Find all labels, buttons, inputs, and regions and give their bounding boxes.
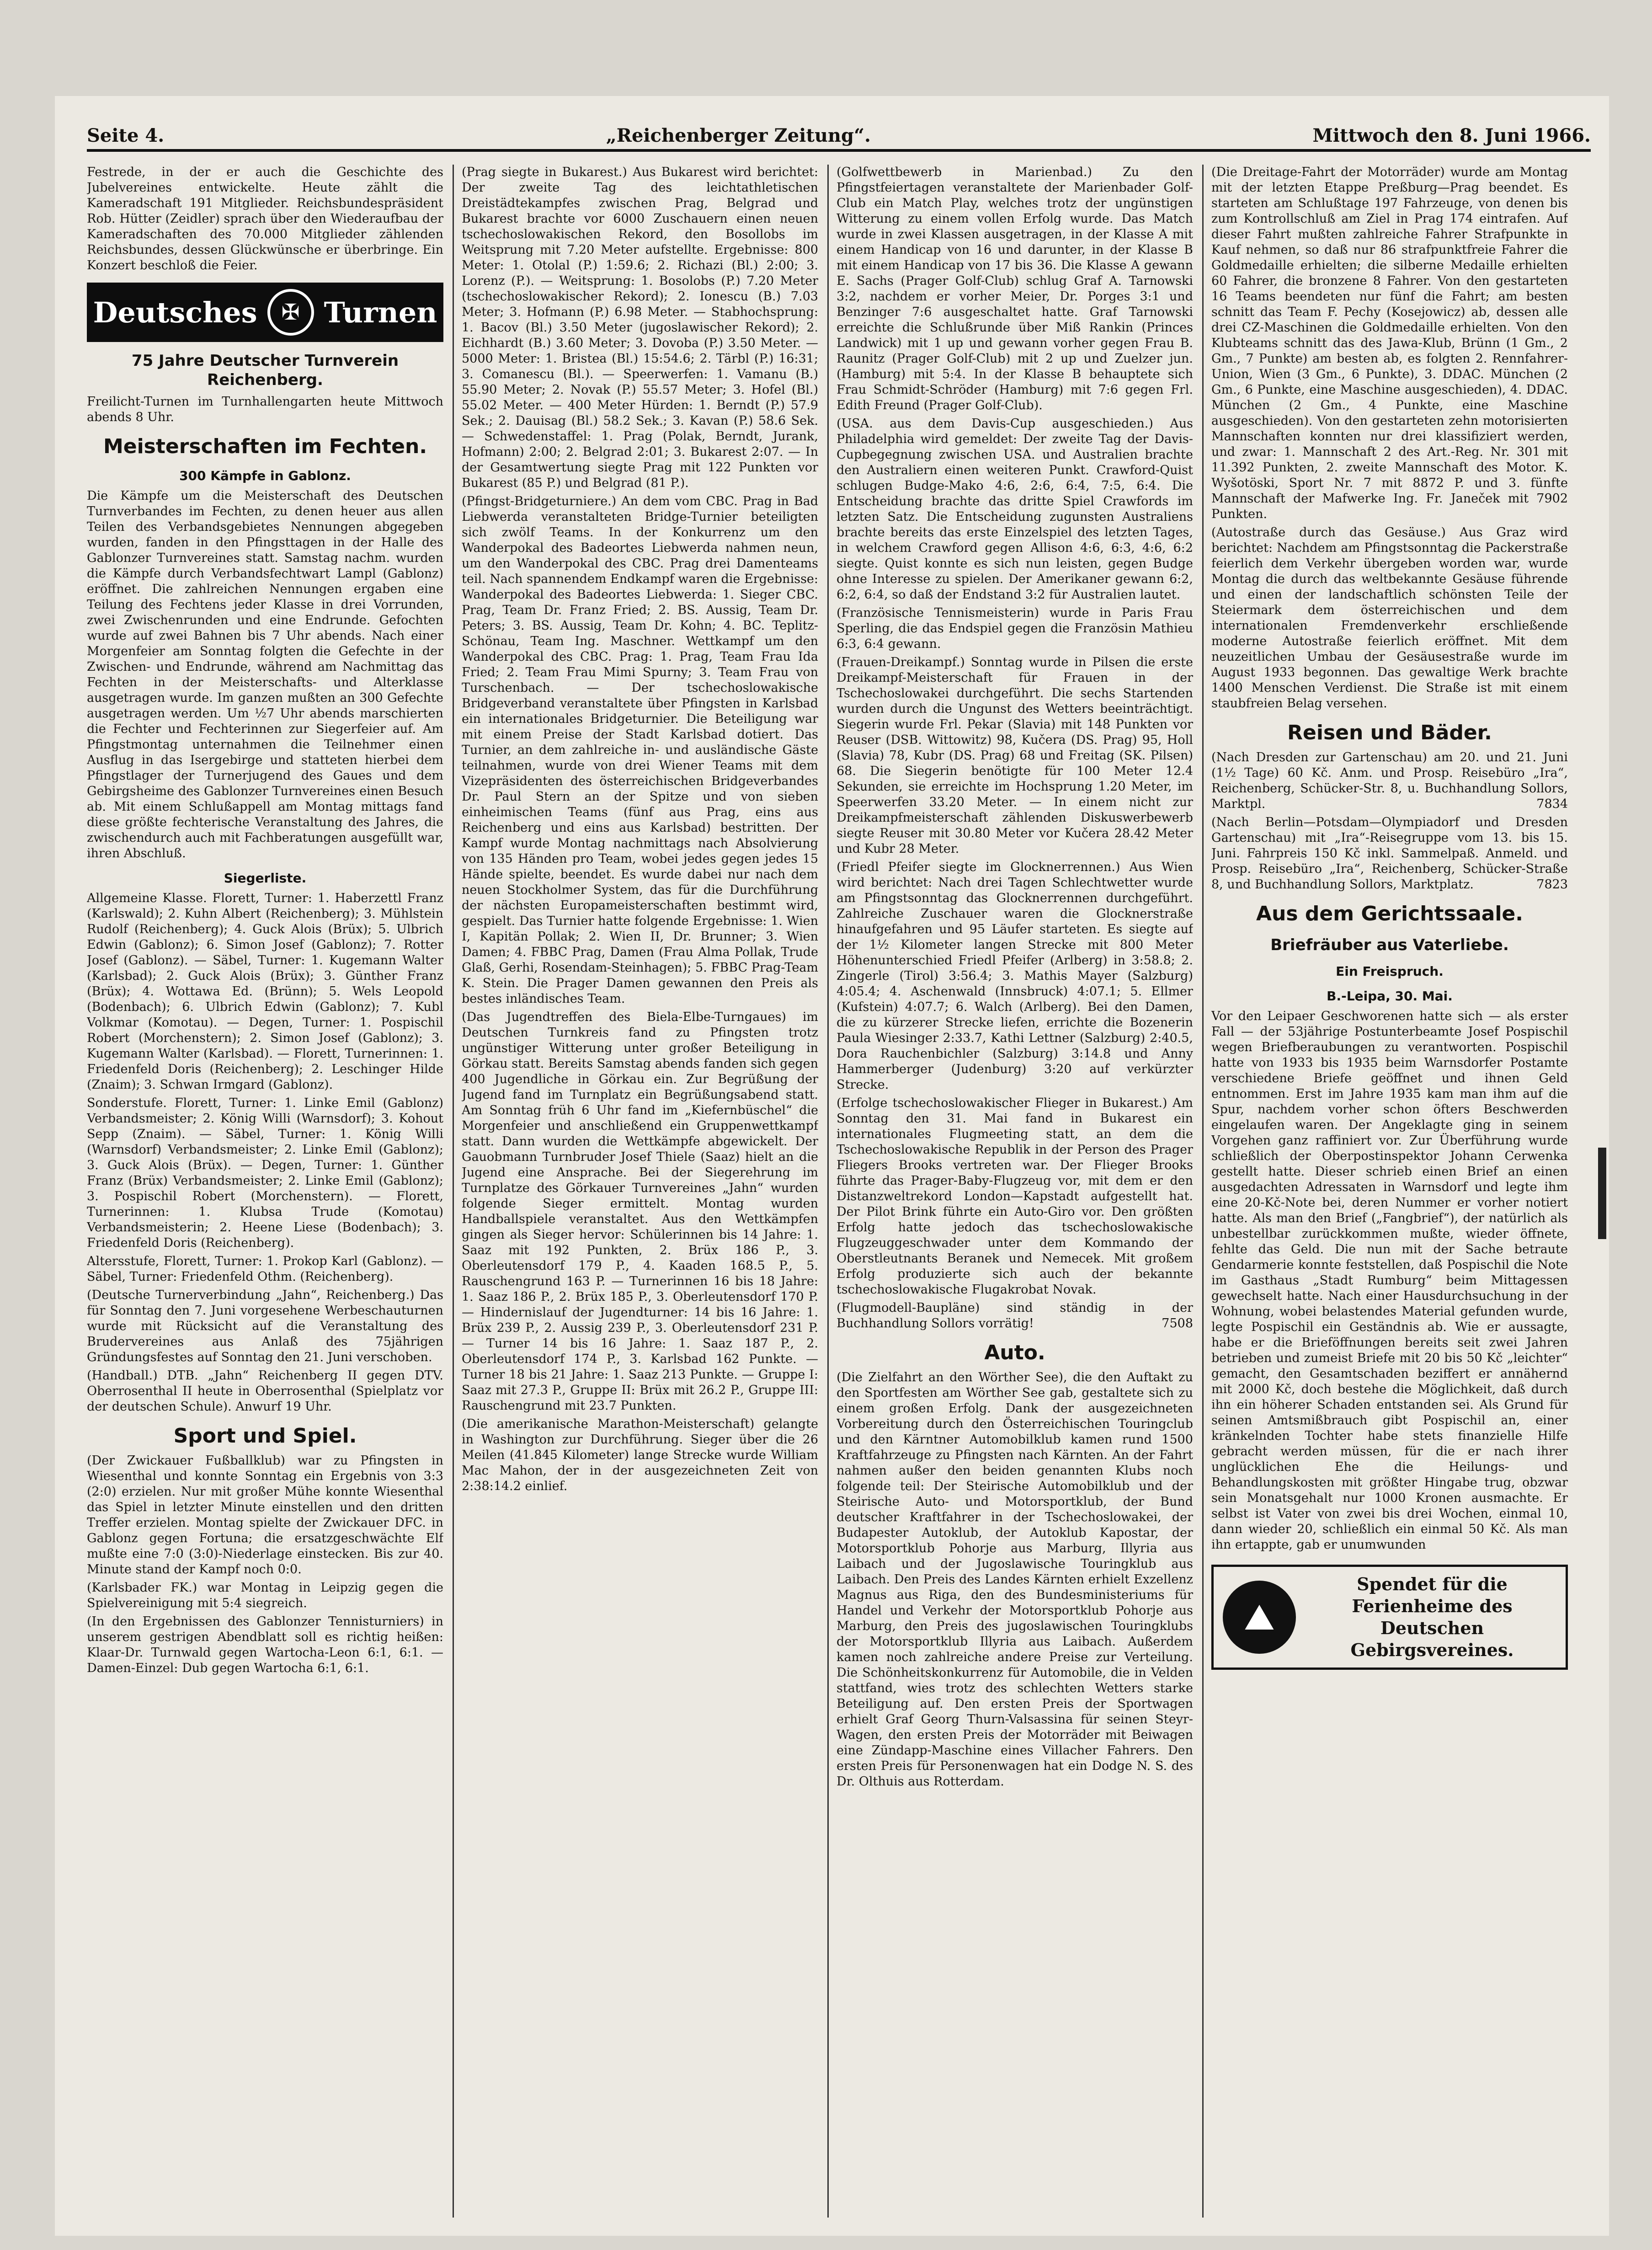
article-text: (USA. aus dem Davis-Cup ausgeschieden.) Aus Philadelphia wird gemeldet: Der zweite Tag der Davis-Cupbegegnung zwischen USA. und Australien brachte den Australiern einen weiteren Punkt. Crawford-Quist schlugen Budge-Mako 4:6, 2:6, 6:4, 7:5, 6:4. Die Entscheidung brachte das dritte Spiel Crawfords im letzten Satz. Die Entscheidung zugunsten Australiens brachte bereits das erste Einzelspiel des letzten Tages, in welchem Crawford gegen Allison 4:6, 6:3, 4:6, 6:2 siegte. Quist konnte es sich nun leisten, gegen Budge ohne Interesse zu spielen. Der Amerikaner gewann 6:2, 6:2, 6:4, so daß der Endstand 3:2 für Australien lautet.: [837, 417, 1193, 602]
banner-label-left: Deutsches: [93, 295, 257, 329]
article-text: Vor den Leipaer Geschworenen hatte sich — als erster Fall — der 53jährige Postunterbeamte Josef Pospischil wegen Briefberaubungen zu verantworten. Pospischil hatte von 1933 bis 1935 beim Warnsdorfer Postamte verschiedene Briefe geöffnet und ihnen Geld entnommen. Erst im Jahre 1935 kam man ihm auf die Spur, nachdem vorher schon öfters Beschwerden eingelaufen waren. Der Angeklagte ging in seinem Vorgehen ganz raffiniert vor. Zur Überführung wurde schließlich der Oberpostinspektor Johann Cerwenka gestellt hatte. Dieser schrieb einen Brief an einen ausgedachten Adressaten in Warnsdorf und legte ihm eine 20-Kč-Note bei, deren Nummer er vorher notiert hatte. Als man den Brief („Fangbrief“), der natürlich als unbestellbar zurückkommen mußte, wieder öffnete, fehlte das Geld. Die nun mit der Sache betraute Gendarmerie konnte feststellen, daß Pospischil die Note im Gasthaus „Stadt Rumburg“ beim Mittagessen gewechselt hatte. Nach einer Hausdurchsuchung in der Wohnung, wobei belastendes Material gefunden wurde, legte Pospischil ein Geständnis ab. Wie er aussagte, habe er die Brieföffnungen bereits seit zwei Jahren betrieben und zumeist Briefe mit 20 bis 50 Kč „leichter“ gemacht, den Gesamtschaden beziffert er annähernd mit 2000 Kč, doch bestehe die Möglichkeit, daß durch ihn ein höherer Schaden entstanden sei. Als Grund für seinen Amtsmißbrauch gibt Pospischil an, einer kränkelnden Tochter habe stets finanzielle Hilfe gebracht werden müssen, für die er nach ihrer unglücklichen Ehe die Heilungs- und Behandlungskosten mit größter Hingabe trug, obzwar sein Monatsgehalt nur 1000 Kronen ausmachte. Er selbst ist Vater von zwei bis drei Wochen, einmal 10, dann wieder 20, schließlich ein einmal 50 Kč. Als man ihn ertappte, gab er unumwunden: [1211, 1009, 1568, 1552]
article-text: (Französische Tennismeisterin) wurde in Paris Frau Sperling, die das Endspiel gegen die Französin Mathieu 6:3, 6:4 gewann.: [837, 606, 1193, 651]
page-number: Seite 4.: [87, 125, 165, 146]
article-text: (Erfolge tschechoslowakischer Flieger in Bukarest.) Am Sonntag den 31. Mai fand in Bukarest ein internationales Flugmeeting statt, an dem die Tschechoslowakische Republik in der Person des Prager Fliegers Brooks vertreten war. Der Flieger Brooks führte das Prager-Baby-Flugzeug vor, mit dem er den Distanzweltrekord London—Kapstadt aufgestellt hat. Der Pilot Brink führte ein Auto-Giro vor. Den größten Erfolg hatte jedoch das tschechoslowakische Flugzeuggeschwader unter dem Kommando der Oberstleutnants Beranek und Nemecek. Mit großem Erfolg produzierte sich auch der bekannte tschechoslowakische Flugakrobat Novak.: [837, 1096, 1193, 1297]
article-text: (Deutsche Turnerverbindung „Jahn“, Reichenberg.) Das für Sonntag den 7. Juni vorgesehene Werbeschauturnen wurde mit Rücksicht auf die Veranstaltung des Brudervereines aus Anlaß des 75jährigen Gründungsfestes auf Sonntag den 21. Juni verschoben.: [87, 1288, 443, 1364]
column-3: [837, 165, 1193, 2218]
notice-body: (Nach Dresden zur Gartenschau) am 20. und 21. Juni (1½ Tage) 60 Kč. Anm. und Prosp. Reisebüro „Ira“, Reichenberg, Schücker-Str. 8, u. Buchhandlung Sollors, Marktpl.: [1211, 750, 1568, 811]
headline: 75 Jahre Deutscher Turnverein Reichenberg.: [131, 352, 399, 389]
notice-body: (Nach Berlin—Potsdam—Olympiadorf und Dresden Gartenschau) mit „Ira“-Reisegruppe vom 13. bis 15. Juni. Fahrpreis 150 Kč inkl. Sammelpaß. Anmeld. und Prosp. Reisebüro „Ira“, Reichenberg, Schücker-Straße 8, und Buchhandlung Sollors, Marktplatz.: [1211, 815, 1568, 892]
article-text: (In den Ergebnissen des Gablonzer Tennisturniers) in unserem gestrigen Abendblatt soll es richtig heißen: Klaar-Dr. Turnwald gegen Wartocha-Leon 6:1, 6:1. — Damen-Einzel: Dub gegen Wartocha 6:1, 6:1.: [87, 1614, 443, 1675]
column-rule: [1202, 165, 1204, 2218]
article-text: Die Kämpfe um die Meisterschaft des Deutschen Turnverbandes im Fechten, zu denen heuer aus allen Teilen des Verbandsgebietes Nennungen abgegeben wurden, fanden in den Pfingsttagen in der Halle des Gablonzer Turnvereines statt. Samstag nachm. wurden die Kämpfe durch Verbandsfechtwart Lampl (Gablonz) eröffnet. Die zahlreichen Nennungen ergaben eine Teilung des Fechtens jeder Klasse in drei Vorrunden, zwei Zwischenrunden und eine Endrunde. Gefochten wurde auf zwei Bahnen bis 7 Uhr abends. Nach einer Morgenfeier am Sonntag folgten die Gefechte in der Zwischen- und Endrunde, während am Nachmittag das Fechten in der Meisterschafts- und Alterklasse ausgetragen wurde. Im ganzen mußten an 300 Gefechte ausgetragen werden. Um ½7 Uhr abends marschierten die Fechter und Fechterinnen zur Siegerfeier auf. Am Pfingstmontag unternahmen die Teilnehmer einen Ausflug in das Isergebirge und statteten hierbei dem Pfingstlager der Turnerjugend des Gaues und dem Gebirgsheime des Gablonzer Turnvereines einen Besuch ab. Mit einem Schlußappell am Montag mittags fand diese größte fechterische Veranstaltung des Jahres, die zwischendurch auch mit Fachberatungen ausgefüllt war, ihren Abschluß.: [87, 489, 443, 860]
article-text: Freilicht-Turnen im Turnhallengarten heute Mittwoch abends 8 Uhr.: [87, 395, 443, 424]
article-text: (Frauen-Dreikampf.) Sonntag wurde in Pilsen die erste Dreikampf-Meisterschaft für Frauen in der Tschechoslowakei durchgeführt. Die sechs Startenden wurden durch die Ungunst des Wetters beeinträchtigt. Siegerin wurde Frl. Pekar (Slavia) mit 148 Punkten vor Reuser (DSB. Wittowitz) 98, Kučera (DS. Prag) 95, Holl (Slavia) 78, Kubr (DS. Prag) 68 und Freitag (SK. Pilsen) 68. Die Siegerin benötigte für 100 Meter 12.4 Sekunden, sie erreichte im Hochsprung 1.20 Meter, im Speerwerfen 33.20 Meter. — In einem nicht zur Dreikampfmeisterschaft zählenden Diskuswerbewerb siegte Reuser mit 30.80 Meter vor Kučera 28.42 Meter und Kubr 28 Meter.: [837, 655, 1193, 856]
notice-text: [837, 1300, 1193, 1331]
article-text: (Die Dreitage-Fahrt der Motorräder) wurde am Montag mit der letzten Etappe Preßburg—Prag beendet. Es starteten am Schlußtage 197 Fahrzeuge, von denen bis zum Kontrollschluß am Ziel in Prag 174 eintrafen. Auf dieser Fahrt mußten zahlreiche Fahrer Strafpunkte in Kauf nehmen, so daß nur 86 strafpunktfreie Fahrer die Goldmedaille erhielten; die silberne Medaille erhielten 60 Fahrer, die bronzene 8 Fahrer. Von den gestarteten 16 Teams beendeten nur fünf die Fahrt; am besten schnitt das Team F. Pechy (Kosejowicz) ab, dessen alle drei CZ-Maschinen die Goldmedaille erhielten. Von den Klubteams schnitt das des Jawa-Klub, Brünn (1 Gm., 2 Gm., 7 Punkte) am besten ab, es folgten 2. Rennfahrer-Union, Wien (3 Gm., 6 Punkte), 3. DDAC. München (2 Gm., 6 Punkte, eine Maschine ausgeschieden), 4. DDAC. München (2 Gm., 4 Punkte, eine Maschine ausgeschieden). Von den gestarteten zehn motorisierten Mannschaften konnten nur drei klassifiziert werden, und zwar: 1. Mannschaft 2 des Art.-Reg. Nr. 301 mit 11.392 Punkten, 2. zweite Mannschaft des Motor. K. Wyšotöski, Sport Nr. 7 mit 8872 P. und 3. fünfte Mannschaft der Mafwerke Ing. Fr. Janeček mit 7902 Punkten.: [1211, 165, 1568, 521]
column-2: [462, 165, 818, 2218]
article-text: (Autostraße durch das Gesäuse.) Aus Graz wird berichtet: Nachdem am Pfingstsonntag die Packerstraße feierlich dem Verkehr übergeben worden war, wurde Montag die durch das weltbekannte Gesäuse führende und einen der landschaftlich schönsten Teile der Steiermark dem österreichischen und dem internationalen Fremdenverkehr erschließende moderne Autostraße feierlich eröffnet. Mit dem neuzeitlichen Umbau der Gesäusestraße wurde im August 1933 begonnen. Das gewaltige Werk brachte 1400 Menschen Verdienst. Die Straße ist mit einem staubfreien Belag versehen.: [1211, 525, 1568, 711]
article-text: (Pfingst-Bridgeturniere.) An dem vom CBC. Prag in Bad Liebwerda veranstalteten Bridge-Turnier beteiligten sich zwölf Teams. In der Konkurrenz um den Wanderpokal des Badeortes Liebwerda nahmen neun, um den Wanderpokal des CBC. Prag drei Damenteams teil. Nach spannendem Endkampf waren die Ergebnisse: Wanderpokal des Badeortes Liebwerda: 1. Sieger CBC. Prag, Team Dr. Franz Fried; 2. BS. Aussig, Team Dr. Peters; 3. BS. Aussig, Team Dr. Kohn; 4. BC. Teplitz-Schönau, Team Ing. Maschner. Wettkampf um den Wanderpokal des CBC. Prag: 1. Prag, Team Frau Ida Fried; 2. Team Frau Mimi Spurny; 3. Team Frau von Turschenbach. — Der tschechoslowakische Bridgeverband veranstaltete über Pfingsten in Karlsbad ein internationales Bridgeturnier. Die Beteiligung war mit einem Preise der Stadt Karlsbad dotiert. Das Turnier, an dem zahlreiche in- und ausländische Gäste teilnahmen, wurde von drei Wiener Teams mit dem Vizepräsidenten des österreichischen Bridgeverbandes Dr. Paul Stern an der Spitze und von sieben einheimischen Teams (fünf aus Prag, eins aus Reichenberg und eins aus Karlsbad) bestritten. Der Kampf wurde Montag nachmittags nach Absolvierung von 135 Händen pro Team, wobei jedes gegen jedes 15 Hände spielte, beendet. Es wurde dabei nur nach dem neuen Stockholmer System, das für die Durchführung der nächsten Europameisterschaften bestimmt wird, gespielt. Das Turnier hatte folgende Ergebnisse: 1. Wien I, Kapitän Pollak; 2. Wien II, Dr. Brunner; 3. Wien Damen; 4. FBBC Prag, Damen (Frau Alma Pollak, Trude Glaß, Gerhi, Rosendam-Steinhagen); 5. FBBC Prag-Team K. Stein. Die Prager Damen gewannen den Preis als bestes inländisches Team.: [462, 494, 818, 1006]
article-text: (Das Jugendtreffen des Biela-Elbe-Turngaues) im Deutschen Turnkreis fand zu Pfingsten trotz ungünstiger Witterung unter großer Beteiligung in Görkau statt. Bereits Samstag abends fanden sich gegen 400 Jugendliche in Görkau ein. Zur Begrüßung der Jugend fand im Turnplatz ein Begrüßungsabend statt. Am Sonntag früh 6 Uhr fand im „Kiefernbüschel“ die Morgenfeier und anschließend ein Gruppenwettkampf statt. Dann wurden die Wettkämpfe abgewickelt. Der Gauobmann Turnbruder Josef Thiele (Saaz) hielt an die Jugend eine Ansprache. Bei der Siegerehrung im Turnplatze des Görkauer Turnvereines „Jahn“ wurden folgende Sieger ermittelt. Montag wurden Handballspiele veranstaltet. Aus den Wettkämpfen gingen als Sieger hervor: Schülerinnen bis 14 Jahre: 1. Saaz mit 192 Punkten, 2. Brüx 186 P., 3. Oberleutensdorf 179 P., 4. Kaaden 168.5 P., 5. Rauschengrund 163 P. — Turnerinnen 16 bis 18 Jahre: 1. Saaz 186 P., 2. Brüx 185 P., 3. Oberleutensdorf 170 P. — Hindernislauf der Jugendturner: 14 bis 16 Jahre: 1. Brüx 239 P., 2. Aussig 239 P., 3. Oberleutensdorf 231 P. — Turner 14 bis 16 Jahre: 1. Saaz 187 P., 2. Oberleutensdorf 174 P., 3. Karlsbad 162 Punkte. — Turner 18 bis 21 Jahre: 1. Saaz 213 Punkte. — Gruppe I: Saaz mit 27.3 P., Gruppe II: Brüx mit 26.2 P., Gruppe III: Rauschengrund mit 23.7 Punkten.: [462, 1010, 818, 1413]
article-text: Allgemeine Klasse. Florett, Turner: 1. Haberzettl Franz (Karlswald); 2. Kuhn Albert (Reichenberg); 3. Mühlstein Rudolf (Reichenberg); 4. Guck Alois (Brüx); 5. Ulbrich Edwin (Gablonz); 6. Simon Josef (Gablonz); 7. Rotter Josef (Gablonz). — Säbel, Turner: 1. Kugemann Walter (Karlsbad); 2. Guck Alois (Brüx); 3. Günther Franz (Brüx); 4. Wottawa Ed. (Brünn); 5. Wels Leopold (Bodenbach); 6. Ulbrich Edwin (Gablonz); 7. Kubl Volkmar (Komotau). — Degen, Turner: 1. Pospischil Robert (Morchenstern); 2. Simon Josef (Gablonz); 3. Kugemann Walter (Karlsbad). — Florett, Turnerinnen: 1. Friedenfeld Doris (Reichenberg); 2. Leschinger Hilde (Znaim); 3. Schwan Irmgard (Gablonz).: [87, 891, 443, 1092]
banner-label-right: Turnen: [324, 295, 437, 329]
column-rule: [453, 165, 454, 2218]
article-text: (Friedl Pfeifer siegte im Glocknerrennen.) Aus Wien wird berichtet: Nach drei Tagen Schlechtwetter wurde am Pfingstsonntag das Glocknerrennen durchgeführt. Zahlreiche Zuschauer waren die Glocknerstraße hinaufgefahren und 95 Läufer starteten. Es siegte auf der 1½ Kilometer langen Strecke mit 800 Meter Höhenunterschied Friedl Pfeifer (Arlberg) in 3:58.8; 2. Zingerle (Tirol) 3:56.4; 3. Mathis Mayer (Salzburg) 4:05.4; 4. Aschenwald (Innsbruck) 4:07.1; 5. Ellmer (Kufstein) 4:07.7; 6. Walch (Arlberg). Bei den Damen, die zu kürzerer Strecke liefen, errichte die Bozenerin Paula Wiesinger 2:33.7, Kathi Lettner (Salzburg) 2:40.5, Dora Rauchenbichler (Salzburg) 3:14.8 und Anny Hammerberger (Judenburg) 3:20 auf verkürzter Strecke.: [837, 860, 1193, 1092]
article-text: Festrede, in der er auch die Geschichte des Jubelvereines entwickelte. Heute zählt die Kameradschaft 191 Mitglieder. Reichsbundespräsident Rob. Hütter (Zeidler) sprach über den Wiederaufbau der Kameradschaften des 70.000 Mitglieder zählenden Reichsbundes, dessen Glückwünsche er überbringe. Ein Konzert beschloß die Feier.: [87, 165, 443, 273]
advertisement-text: Spendet für die Ferienheime des Deutschen Gebirgsvereines.: [1350, 1574, 1514, 1660]
dateline: B.-Leipa, 30. Mai.: [1327, 989, 1453, 1004]
subheadline: 300 Kämpfe in Gablonz.: [179, 468, 351, 483]
page-edge-mark: [1598, 1148, 1606, 1239]
column-1: [87, 165, 443, 2218]
turnen-banner: [87, 283, 443, 342]
notice-text: [1211, 815, 1568, 893]
section-headline: Reisen und Bäder.: [1287, 721, 1492, 744]
subheadline: Ein Freispruch.: [1336, 964, 1444, 979]
article-text: (Handball.) DTB. „Jahn“ Reichenberg II gegen DTV. Oberrosenthal II heute in Oberrosenthal (Spielplatz vor der deutschen Schule). Anwurf 19 Uhr.: [87, 1368, 443, 1414]
article-text: Altersstufe, Florett, Turner: 1. Prokop Karl (Gablonz). — Säbel, Turner: Friedenfeld Othm. (Reichenberg).: [87, 1254, 443, 1284]
notice-number: 7823: [1536, 877, 1568, 892]
article-text: (Die amerikanische Marathon-Meisterschaft) gelangte in Washington zur Durchführung. Sieger über die 26 Meilen (41.845 Kilometer) lange Strecke wurde William Mac Mahon, der in der ausgezeichneten Zeit von 2:38:14.2 einlief.: [462, 1417, 818, 1493]
newspaper-page: [55, 96, 1609, 2236]
article-text: (Golfwettbewerb in Marienbad.) Zu den Pfingstfeiertagen veranstaltete der Marienbader Golf-Club ein Match Play, welches trotz der ungünstigen Witterung zu einem vollen Erfolg wurde. Das Match wurde in zwei Klassen ausgetragen, in der Klasse A mit einem Handicap von 16 und darunter, in der Klasse B mit einem Handicap von 17 bis 36. Die Klasse A gewann E. Sachs (Prager Golf-Club) schlug Graf A. Tarnowski 3:2, nachdem er vorher Meier, Dr. Porges 3:1 und Benzinger 7:6 ausgeschaltet hatte. Graf Tarnowski erreichte die Schlußrunde über Miß Rankin (Princes Landwick) mit 1 up und gewann vorher gegen Frau B. Raunitz (Prager Golf-Club) mit 2 up und Zuelzer jun. (Hamburg) mit 5:4. In der Klasse B behauptete sich Frau Schmidt-Schröder (Hamburg) mit 7:6 gegen Frl. Edith Freund (Prager Golf-Club).: [837, 165, 1193, 412]
issue-date: Mittwoch den 8. Juni 1966.: [1312, 125, 1591, 146]
column-4: [1211, 165, 1568, 2218]
article-text: Sonderstufe. Florett, Turner: 1. Linke Emil (Gablonz) Verbandsmeister; 2. König Willi (Warnsdorf); 3. Kohout Sepp (Znaim). — Säbel, Turner: 1. König Willi (Warnsdorf) Verbandsmeister; 2. Linke Emil (Gablonz); 3. Guck Alois (Brüx). — Degen, Turner: 1. Günther Franz (Brüx) Verbandsmeister; 2. Linke Emil (Gablonz); 3. Pospischil Robert (Morchenstern). — Florett, Turnerinnen: 1. Klubsa Trude (Komotau) Verbandsmeisterin; 2. Heene Liese (Bodenbach); 3. Friedenfeld Doris (Reichenberg).: [87, 1096, 443, 1250]
page-header: [87, 114, 1591, 152]
turner-cross-emblem-icon: ✠: [267, 289, 314, 336]
advertisement-box: [1211, 1565, 1568, 1670]
notice-number: 7508: [1162, 1316, 1193, 1331]
section-headline: Auto.: [984, 1341, 1045, 1364]
notice-text: [1211, 750, 1568, 812]
headline: Briefräuber aus Vaterliebe.: [1270, 936, 1509, 954]
article-text: (Der Zwickauer Fußballklub) war zu Pfingsten in Wiesenthal und konnte Sonntag ein Ergebnis von 3:3 (2:0) erzielen. Nur mit großer Mühe konnte Wiesenthal das Spiel in letzter Minute einstellen und den dritten Treffer erzielen. Montag spielte der Zwickauer DFC. in Gablonz gegen Fortuna; die ersatzgeschwächte Elf mußte eine 7:0 (3:0)-Niederlage einstecken. Bis zur 40. Minute stand der Kampf noch 0:0.: [87, 1454, 443, 1577]
gebirgsverein-emblem-icon: ⛰: [1223, 1581, 1296, 1654]
article-text: (Karlsbader FK.) war Montag in Leipzig gegen die Spielvereinigung mit 5:4 siegreich.: [87, 1581, 443, 1610]
article-text: (Die Zielfahrt an den Wörther See), die den Auftakt zu den Sportfesten am Wörther See gab, gestaltete sich zu einem großen Erfolg. Dank der ausgezeichneten Vorbereitung durch den Österreichischen Touringclub und den Kärntner Automobilklub kamen rund 1500 Kraftfahrzeuge zu Pfingsten nach Kärnten. An der Fahrt nahmen außer den beiden genannten Klubs noch folgende teil: Der Steirische Automobilklub und der Steirische Auto- und Motorsportklub, der Bund deutscher Kraftfahrer in der Tschechoslowakei, der Budapester Autoklub, der Autoklub Kapostar, der Motorsportklub Pohorje aus Marburg, Illyria aus Laibach und der Jugoslawische Touringklub aus Laibach. Den Preis des Landes Kärnten erhielt Exzellenz Magnus aus Riga, den des Bundesministeriums für Handel und Verkehr der Motorsportklub Pohorje aus Marburg, den Preis des jugoslawischen Touringklubs der Motorsportklub Illyria aus Laibach. Außerdem kamen noch zahlreiche andere Preise zur Verteilung. Die Schönheitskonkurrenz für Automobile, die in Velden stattfand, wies trotz des schlechten Wetters starke Beteiligung auf. Den ersten Preis der Sportwagen erhielt Graf Georg Thurn-Valsassina für seinen Steyr-Wagen, den ersten Preis der Motorräder mit Beiwagen eine Zündapp-Maschine eines Villacher Fahrers. Den ersten Preis für Personenwagen hat ein Dodge N. S. des Dr. Olthuis aus Rotterdam.: [837, 1370, 1193, 1789]
newspaper-title: „Reichenberger Zeitung“.: [606, 125, 871, 146]
headline: Meisterschaften im Fechten.: [103, 435, 427, 458]
subheadline: Siegerliste.: [224, 871, 307, 886]
notice-number: 7834: [1536, 797, 1568, 811]
section-headline: Sport und Spiel.: [173, 1424, 357, 1448]
notice-body: (Flugmodell-Baupläne) sind ständig in der Buchhandlung Sollors vorrätig!: [837, 1301, 1193, 1331]
section-headline: Aus dem Gerichtssaale.: [1256, 902, 1523, 925]
column-rule: [827, 165, 829, 2218]
article-text: (Prag siegte in Bukarest.) Aus Bukarest wird berichtet: Der zweite Tag des leichtathletischen Dreistädtekampfes zwischen Prag, Belgrad und Bukarest brachte vor 6000 Zuschauern einen neuen tschechoslowakischen Rekord, den Bosollobs im Weitsprung mit 7.20 Meter aufstellte. Ergebnisse: 800 Meter: 1. Otolal (P.) 1:59.6; 2. Richazi (Bl.) 2:00; 3. Lorenz (P.). — Weitsprung: 1. Bosolobs (P.) 7.20 Meter (tschechoslowakischer Rekord); 2. Ionescu (B.) 7.03 Meter; 3. Hofmann (P.) 6.98 Meter. — Stabhochsprung: 1. Bacov (Bl.) 3.50 Meter (jugoslawischer Rekord); 2. Eichhardt (B.) 3.60 Meter; 3. Dovoba (P.) 3.50 Meter. — 5000 Meter: 1. Bristea (Bl.) 15:54.6; 2. Tärbl (P.) 16:31; 3. Comanescu (Bl.). — Speerwerfen: 1. Vamanu (B.) 55.90 Meter; 2. Novak (P.) 55.57 Meter; 3. Hofel (Bl.) 55.02 Meter. — 400 Meter Hürden: 1. Berndt (P.) 57.9 Sek.; 2. Dauisag (Bl.) 58.2 Sek.; 3. Kavan (P.) 58.6 Sek. — Schwedenstaffel: 1. Prag (Polak, Berndt, Jurank, Hofmann) 2:00; 2. Belgrad 2:01; 3. Bukarest 2:07. — In der Gesamtwertung siegte Prag mit 122 Punkten vor Bukarest (85 P.) und Belgrad (81 P.).: [462, 165, 818, 490]
